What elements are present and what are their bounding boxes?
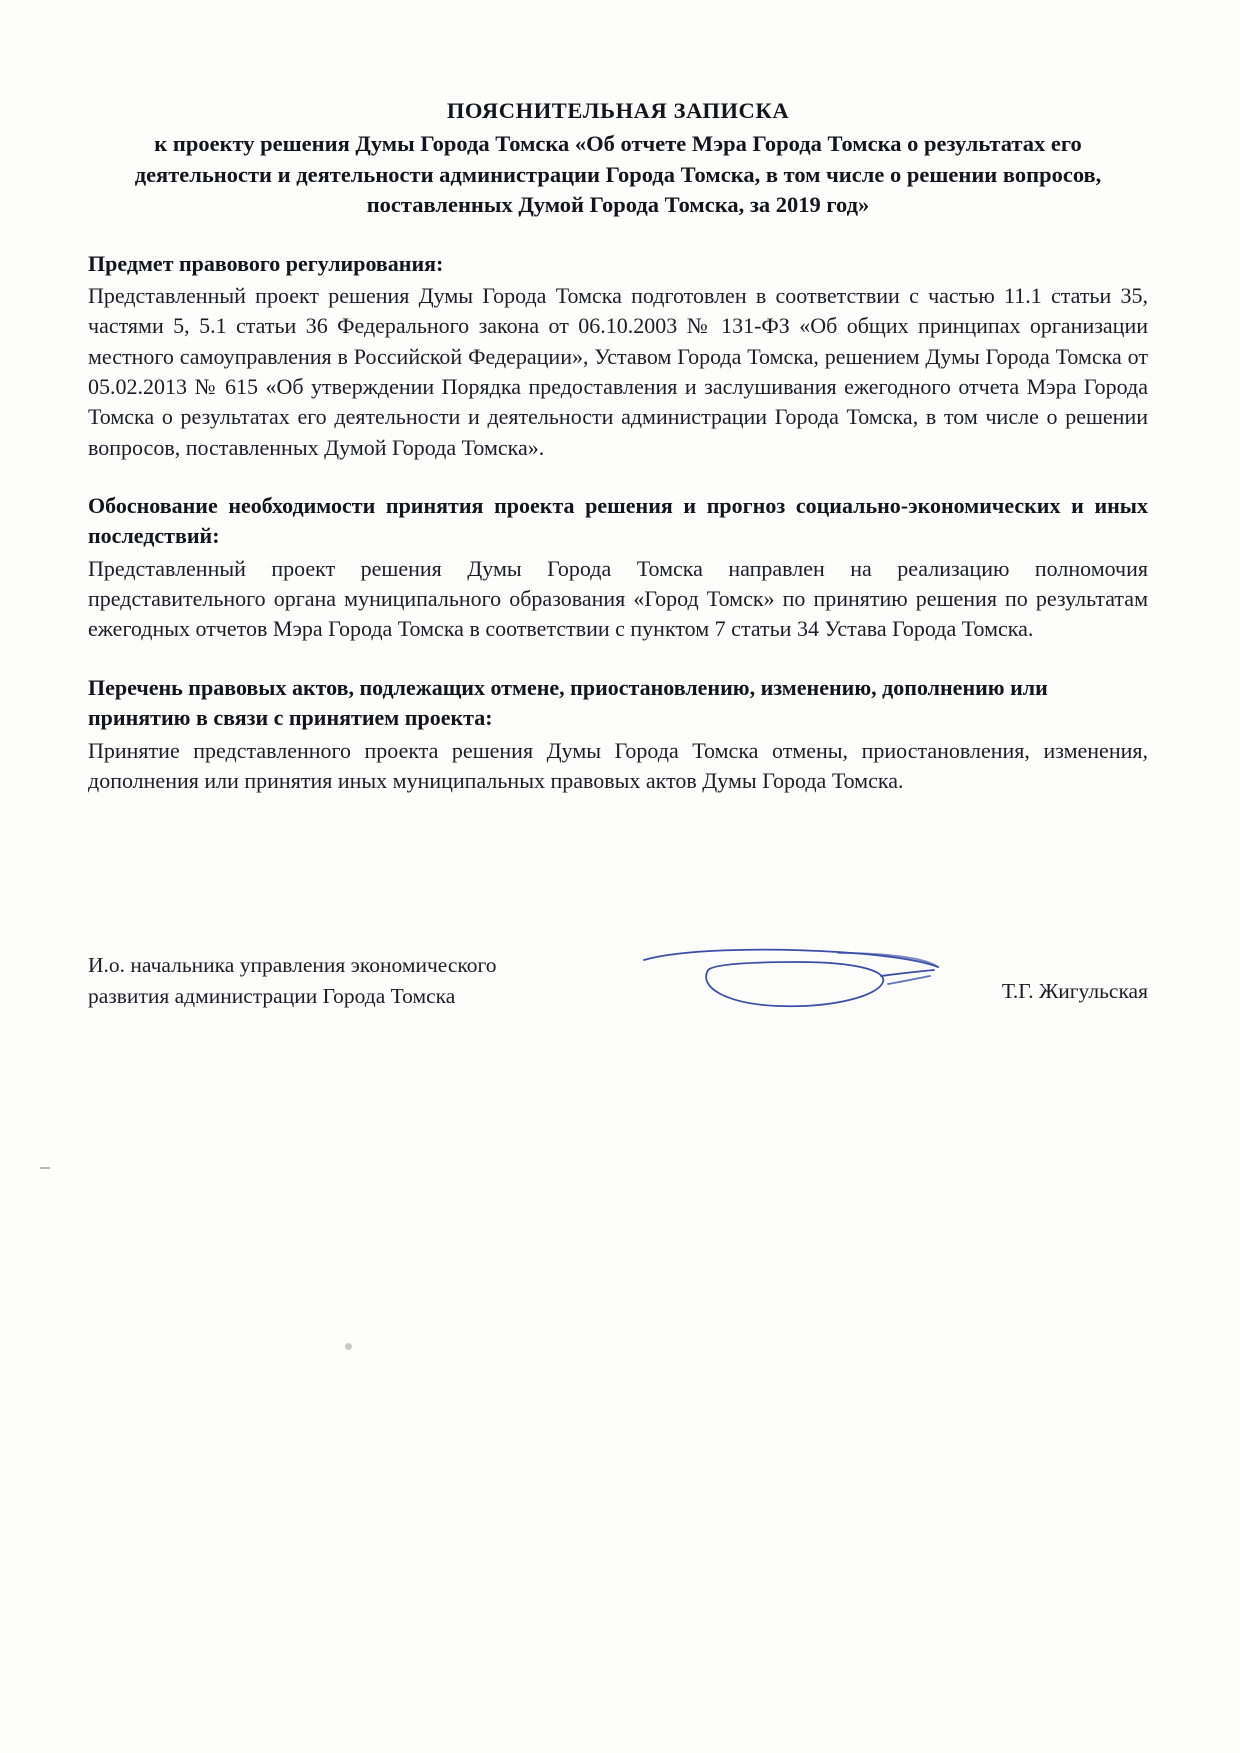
signer-name: Т.Г. Жигульская <box>1001 979 1148 1003</box>
scan-artifact-dot <box>345 1343 352 1350</box>
page-title: ПОЯСНИТЕЛЬНАЯ ЗАПИСКА <box>446 98 790 123</box>
section-body: Представленный проект решения Думы Города Томска подготовлен в соответствии с частью 11.1 статьи 35, частями 5, 5.1 статьи 36 Федерального закона от 06.10.2003 № 131-ФЗ «Об общих принципах организации местного самоуправления в Российской Федерации», Уставом Города Томска, решением Думы Города Томска от 05.02.2013 № 615 «Об утверждении Порядка предоставления и заслушивания ежегодного отчета Мэра Города Томска о результатах его деятельности и деятельности администрации Города Томска, в том числе о решении вопросов, поставленных Думой Города Томска». <box>88 282 1148 460</box>
section-heading: Предмет правового регулирования: <box>88 250 444 276</box>
section-legal-acts-list <box>88 673 1148 796</box>
document-title-block <box>88 96 1148 221</box>
section-body: Принятие представленного проекта решения Думы Города Томска отмены, приостановления, изменения, дополнения или принятия иных муниципальных правовых актов Думы Города Томска. <box>88 737 1148 793</box>
scan-artifact-mark <box>40 1167 50 1169</box>
handwritten-signature-icon <box>638 944 968 1014</box>
document-content <box>88 96 1148 796</box>
signer-position-line-2: развития администрации Города Томска <box>88 983 456 1008</box>
section-body: Представленный проект решения Думы Города Томска направлен на реализацию полномочия представительного органа муниципального образования «Город Томск» по принятию решения по результатам ежегодных отчетов Мэра Города Томска в соответствии с пунктом 7 статьи 34 Устава Города Томска. <box>88 555 1148 642</box>
signer-position-line-1: И.о. начальника управления экономического <box>88 953 497 977</box>
signature-block <box>88 950 1148 1020</box>
section-heading: Обоснование необходимости принятия проекта решения и прогноз социально-экономических и иных последствий: <box>88 493 1148 549</box>
signer-position <box>88 950 608 1011</box>
section-subject-of-regulation <box>88 249 1148 464</box>
section-heading: Перечень правовых актов, подлежащих отмене, приостановлению, изменению, дополнению или принятию в связи с принятием проекта: <box>88 674 1048 731</box>
section-justification <box>88 491 1148 645</box>
document-subtitle: к проекту решения Думы Города Томска «Об отчете Мэра Города Томска о результатах его деятельности и деятельности администрации Города Томска, в том числе о решении вопросов, поставленных Думой Города Томска, за 2019 год» <box>134 131 1102 218</box>
